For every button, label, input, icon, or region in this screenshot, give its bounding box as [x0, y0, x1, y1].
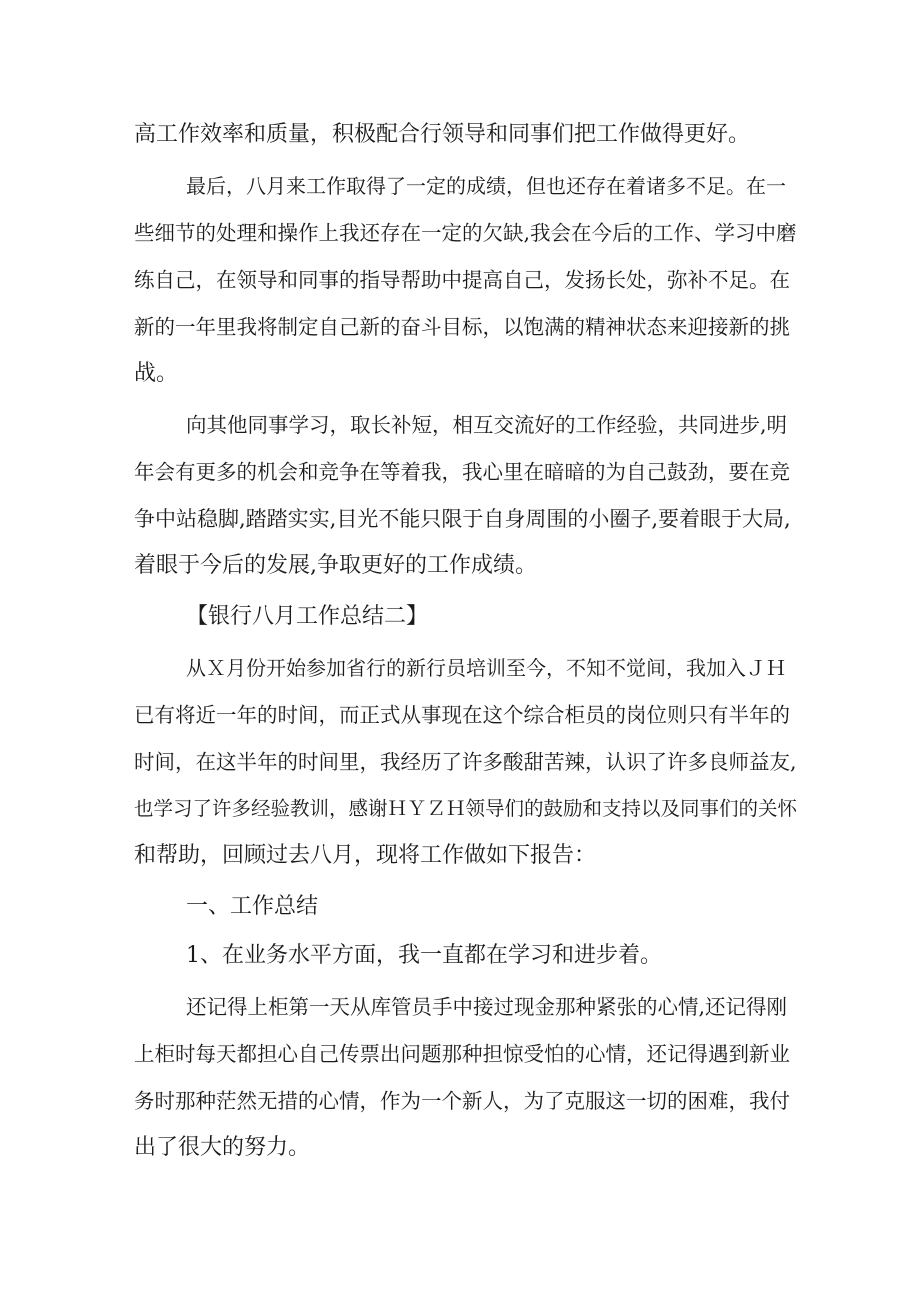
text-line: 和帮助，回顾过去八月，现将工作做如下报告：	[134, 843, 597, 868]
text-line: 年会有更多的机会和竞争在等着我，我心里在暗暗的为自己鼓劲，要在竞	[134, 460, 790, 484]
text-line: 些细节的处理和操作上我还存在一定的欠缺,我会在今后的工作、学习中磨	[134, 221, 797, 245]
text-line: 时间，在这半年的时间里，我经历了许多酸甜苦辣，认识了许多良师益友,	[134, 750, 797, 774]
numbered-point: 1、在业务水平方面，我一直都在学习和进步着。	[186, 943, 662, 968]
text-line: 务时那种茫然无措的心情，作为一个新人，为了克服这一切的困难，我付	[134, 1089, 790, 1113]
text-line: 高工作效率和质量，积极配合行领导和同事们把工作做得更好。	[134, 122, 751, 147]
paragraph-start-line: 还记得上柜第一天从库管员手中接过现金那种紧张的心情,还记得刚	[186, 995, 788, 1019]
subheading: 一、工作总结	[186, 894, 319, 919]
text-line: 出了很大的努力。	[134, 1135, 311, 1160]
text-line: 练自己，在领导和同事的指导帮助中提高自己，发扬长处，弥补不足。在	[134, 268, 790, 292]
text-line: 新的一年里我将制定自己新的奋斗目标，以饱满的精神状态来迎接新的挑	[134, 315, 790, 339]
text-line: 争中站稳脚,踏踏实实,目光不能只限于自身周围的小圈子,要着眼于大局,	[134, 507, 791, 531]
text-line: 也学习了许多经验教训，感谢ＨＹＺＨ领导们的鼓励和支持以及同事们的关怀	[134, 797, 798, 820]
text-line: 着眼于今后的发展,争取更好的工作成绩。	[134, 553, 537, 578]
paragraph-start-line: 最后，八月来工作取得了一定的成绩，但也还存在着诸多不足。在一	[186, 174, 786, 198]
text-line: 战。	[134, 361, 179, 386]
paragraph-start-line: 从Ｘ月份开始参加省行的新行员培训至今，不知不觉间，我加入ＪＨ	[186, 656, 786, 680]
paragraph-start-line: 向其他同事学习，取长补短，相互交流好的工作经验，共同进步,明	[186, 413, 788, 437]
section-heading: 【银行八月工作总结二】	[186, 604, 429, 629]
text-line: 上柜时每天都担心自己传票出问题那种担惊受怕的心情，还记得遇到新业	[134, 1042, 790, 1066]
text-line: 已有将近一年的时间，而正式从事现在这个综合柜员的岗位则只有半年的	[134, 703, 790, 727]
